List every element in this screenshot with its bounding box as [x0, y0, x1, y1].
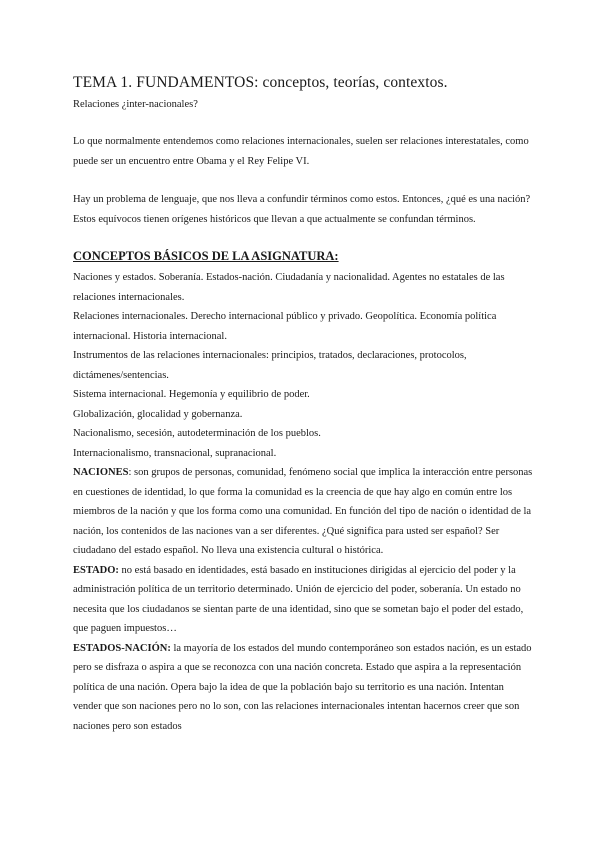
concept-line: Instrumentos de las relaciones internacionales: principios, tratados, declaraciones, protocolos, dictámenes/sentencias.: [73, 350, 467, 381]
definition-text: la mayoría de los estados del mundo contemporáneo son estados nación, es un estado pero se disfraza o aspira a que se reconozca con una nación concreta. Estado que aspira a la representación política de una nación. Opera bajo la idea de que la población bajo su territorio es una nación. Intentan vender que son naciones pero no lo son, con las relaciones internacionales intentan hacernos creer que son naciones pero son estados: [73, 642, 532, 732]
document-body: [73, 74, 533, 736]
concept-line: Globalización, glocalidad y gobernanza.: [73, 408, 243, 420]
section-heading: CONCEPTOS BÁSICOS DE LA ASIGNATURA:: [73, 249, 339, 263]
definition-estado: [73, 561, 533, 639]
definition-term: NACIONES: [73, 467, 129, 478]
definition-naciones: [73, 463, 533, 561]
concept-line: Relaciones internacionales. Derecho internacional público y privado. Geopolítica. Economía política internacional. Historia internacional.: [73, 311, 497, 342]
definition-text: : son grupos de personas, comunidad, fenómeno social que implica la interacción entre personas en cuestiones de identidad, lo que forma la comunidad es la creencia de que hay algo en común entre los miembros de la nación y que los forma como una comunidad. En función del tipo de nación o identidad de la nación, los contenidos de las naciones van a ser diferentes. ¿Qué significa para usted ser español? Ser ciudadano del estado español. No lleva una existencia cultural o histórica.: [73, 467, 533, 556]
definition-estados-nacion: [73, 639, 533, 737]
definition-term: ESTADOS-NACIÓN:: [73, 642, 171, 654]
document-subtitle: Relaciones ¿inter-nacionales?: [73, 99, 198, 110]
definition-text: no está basado en identidades, está basado en instituciones dirigidas al ejercicio del poder y la administración política de un territorio determinado. Unión de ejercicio del poder, soberanía. Un estado no necesita que los ciudadanos se sientan parte de una identidad, sino que se sometan bajo el poder del estado, que paguen impuestos…: [73, 564, 524, 634]
definition-term: ESTADO:: [73, 564, 119, 576]
concept-line: Internacionalismo, transnacional, supranacional.: [73, 447, 277, 459]
concept-line: Naciones y estados. Soberanía. Estados-nación. Ciudadanía y nacionalidad. Agentes no estatales de las relaciones internacionales.: [73, 272, 505, 303]
intro-paragraph: Lo que normalmente entendemos como relaciones internacionales, suelen ser relaciones interestatales, como puede ser un encuentro entre Obama y el Rey Felipe VI.: [73, 136, 529, 167]
concept-line: Sistema internacional. Hegemonía y equilibrio de poder.: [73, 389, 310, 400]
document-title: TEMA 1. FUNDAMENTOS: conceptos, teorías, contextos.: [73, 74, 448, 91]
intro-paragraph: Hay un problema de lenguaje, que nos lleva a confundir términos como estos. Entonces, ¿qué es una nación? Estos equívocos tienen orígenes históricos que llevan a que actualmente se confundan términos.: [73, 194, 531, 225]
concept-line: Nacionalismo, secesión, autodeterminación de los pueblos.: [73, 428, 321, 439]
